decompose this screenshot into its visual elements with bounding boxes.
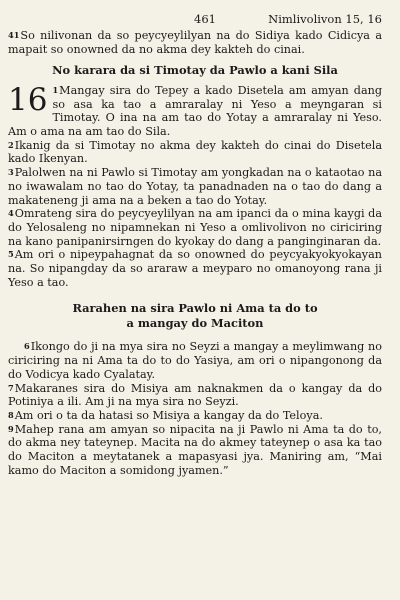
section-heading-1: No karara da si Timotay da Pawlo a kani Sila	[52, 63, 338, 78]
verse-15-41	[8, 29, 382, 56]
verse-number: 5	[8, 249, 14, 260]
verse-text: Palolwen na ni Pawlo si Timotay am yongkadan na o kataotao na no iwawalam no tao do Yotay, ta panadnaden na o tao do dang a makateneng ji ama na a beken a tao do Yotay.	[8, 166, 382, 207]
verse-16-3	[8, 166, 382, 207]
chapter-16-block	[8, 81, 382, 290]
verse-16-1	[8, 81, 382, 139]
verse-number: 41	[8, 30, 20, 40]
page-header	[8, 9, 382, 29]
verse-number: 6	[24, 341, 30, 352]
verse-text: Makaranes sira do Misiya am naknakmen da o kangay da do Potiniya a ili. Am ji na mya sira no Seyzi.	[8, 381, 382, 409]
verse-number: 2	[8, 139, 14, 150]
section-heading-2-line2: a mangay do Maciton	[126, 315, 264, 330]
verse-16-2	[8, 139, 382, 166]
verse-number: 9	[8, 423, 14, 434]
running-title: Nimlivolivon 15, 16	[268, 12, 382, 26]
section-heading-2	[8, 301, 382, 330]
verse-number: 7	[8, 382, 14, 393]
verse-text: Ikongo do ji na mya sira no Seyzi a mangay a meylimwang no ciriciring na ni Ama ta do to do Yasiya, am ori o nipangonong da do Vodicya kado Cyalatay.	[8, 340, 382, 381]
verse-number: 4	[8, 208, 14, 219]
verse-16-9	[8, 423, 382, 478]
verse-text: Omrateng sira do peycyeylilyan na am ipanci da o mina kaygi da do Yelosaleng no nipamnekan ni Yeso a omlivolivon no ciriciring na kano panipanirsirngen do kyokay do dang a panginginaran da.	[8, 207, 382, 248]
verse-number: 3	[8, 167, 14, 178]
verse-number: 1	[52, 84, 59, 95]
chapter-number: 16	[8, 81, 48, 118]
verse-text: Am ori o ta da hatasi so Misiya a kangay da do Teloya.	[14, 408, 323, 422]
verse-16-6	[8, 340, 382, 381]
verse-16-5	[8, 248, 382, 289]
verse-16-7	[8, 382, 382, 409]
verse-text: Ikanig da si Timotay no akma dey kakteh do cinai do Disetela kado Ikenyan.	[8, 138, 382, 166]
verse-text: Am ori o nipeypahagnat da so onowned do peycyakyokyokayan na. So nipangday da so araraw a meyparo no omanoyong rana ji Yeso a tao.	[8, 248, 382, 289]
verse-text: Mahep rana am amyan so nipacita na ji Pawlo ni Ama ta do to, do akma ney tateynep. Macita na do akmey tateynep o asa ka tao do Maciton a meytatanek a mapasyasi jya. Maniring am, “Mai kamo do Maciton a somidong jyamen.”	[8, 422, 382, 477]
page-number: 461	[194, 12, 216, 26]
verse-text: So nilivonan da so peycyeylilyan na do Sidiya kado Cidicya a mapait so onowned da no akma dey kakteh do cinai.	[8, 29, 382, 56]
section-heading-2-line1: Rarahen na sira Pawlo ni Ama ta do to	[72, 301, 318, 316]
verse-16-8	[8, 409, 382, 423]
verse-number: 8	[8, 409, 14, 420]
verse-16-4	[8, 207, 382, 248]
verse-text: Mangay sira do Tepey a kado Disetela am amyan dang so asa ka tao a amraralay ni Yeso a meyngaran si Timotay. O ina na am tao do Yotay a amraralay ni Yeso. Am o ama na am tao do Sila.	[8, 83, 382, 139]
